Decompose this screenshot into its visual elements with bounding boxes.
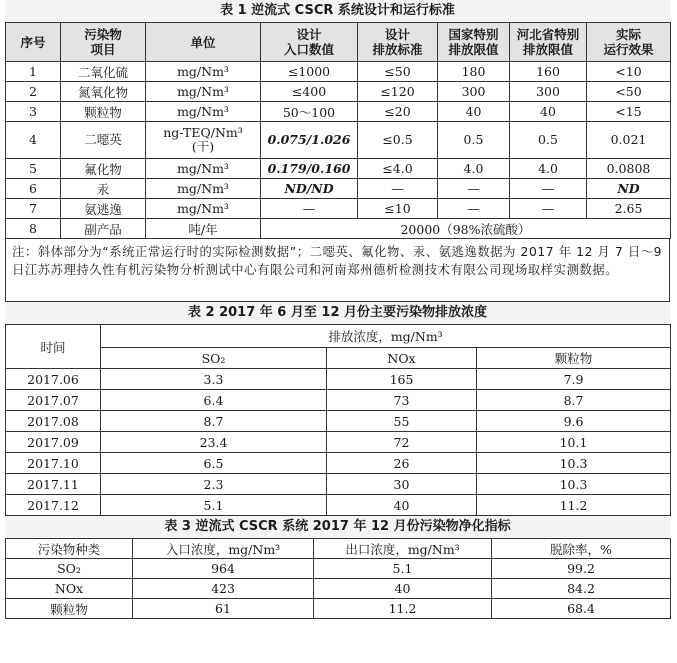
cell-nox: 165: [327, 369, 477, 390]
table1-note: 注：斜体部分为“系统正常运行时的实际检测数据”；二噁英、氟化物、汞、氨逃逸数据为 2017 年 12 月 7 日～9 日江苏苏理持久性有机污染物分析测试中心有限公司和河南郑州德析检测技术有限公司现场取样实测数据。: [5, 239, 670, 302]
cell-emission: ≤10: [358, 199, 438, 219]
cell-pm: 10.3: [477, 453, 671, 474]
table1-header-cell: 序号: [6, 23, 61, 62]
cell-rate: 84.2: [492, 579, 671, 599]
cell-pm: 11.2: [477, 495, 671, 516]
cell-emission: —: [358, 179, 438, 199]
cell-nox: 55: [327, 411, 477, 432]
cell-national: 180: [438, 62, 510, 82]
cell-hebei: —: [510, 179, 587, 199]
cell-time: 2017.11: [6, 474, 101, 495]
cell-emission: ≤4.0: [358, 159, 438, 179]
cell-pm: 9.6: [477, 411, 671, 432]
cell-nox: 30: [327, 474, 477, 495]
cell-item: 二噁英: [61, 122, 146, 159]
cell-no: 5: [6, 159, 61, 179]
table-row: [6, 579, 671, 599]
cell-outlet: 5.1: [314, 559, 492, 579]
table-row: [6, 474, 671, 495]
cell-inlet: 423: [133, 579, 314, 599]
cell-actual: <50: [587, 82, 671, 102]
cell-inlet: 0.179/0.160: [261, 159, 358, 179]
cell-no: 6: [6, 179, 61, 199]
cell-inlet: 964: [133, 559, 314, 579]
cell-emission: ≤50: [358, 62, 438, 82]
cell-unit: mg/Nm³: [146, 179, 261, 199]
table-row: [6, 369, 671, 390]
table2-header-row: [6, 325, 671, 348]
cell-actual: 2.65: [587, 199, 671, 219]
cell-pm: 7.9: [477, 369, 671, 390]
cell-outlet: 11.2: [314, 599, 492, 619]
cell-item: 汞: [61, 179, 146, 199]
cell-pm: 10.3: [477, 474, 671, 495]
table1-header-row: [6, 23, 671, 62]
table1-header-cell: 实际 运行效果: [587, 23, 671, 62]
cell-emission: ≤20: [358, 102, 438, 122]
table1: [5, 22, 671, 239]
cell-nox: 72: [327, 432, 477, 453]
table3-header-cell: 污染物种类: [6, 539, 133, 559]
cell-rate: 99.2: [492, 559, 671, 579]
table3-header-row: [6, 539, 671, 559]
table-row: [6, 432, 671, 453]
cell-unit: mg/Nm³: [146, 159, 261, 179]
cell-actual: <10: [587, 62, 671, 82]
cell-emission: ≤120: [358, 82, 438, 102]
cell-actual: 0.0808: [587, 159, 671, 179]
table-row: [6, 102, 671, 122]
cell-actual: 0.021: [587, 122, 671, 159]
cell-time: 2017.08: [6, 411, 101, 432]
table2: [5, 324, 671, 516]
cell-unit: ng-TEQ/Nm³ (干): [146, 122, 261, 159]
cell-nox: 26: [327, 453, 477, 474]
cell-inlet: 50～100: [261, 102, 358, 122]
table-row: [6, 219, 671, 239]
cell-inlet: 61: [133, 599, 314, 619]
table3-caption: 表 3 逆流式 CSCR 系统 2017 年 12 月份污染物净化指标: [5, 516, 670, 538]
cell-emission: ≤0.5: [358, 122, 438, 159]
cell-unit: mg/Nm³: [146, 62, 261, 82]
cell-no: 4: [6, 122, 61, 159]
table-row: [6, 122, 671, 159]
cell-inlet: 0.075/1.026: [261, 122, 358, 159]
document: [5, 0, 670, 619]
cell-national: 0.5: [438, 122, 510, 159]
cell-inlet: ≤400: [261, 82, 358, 102]
cell-hebei: 40: [510, 102, 587, 122]
cell-actual: ND: [587, 179, 671, 199]
cell-no: 8: [6, 219, 61, 239]
table-row: [6, 599, 671, 619]
table3-header-cell: 入口浓度，mg/Nm³: [133, 539, 314, 559]
table1-header-cell: 设计 入口数值: [261, 23, 358, 62]
cell-time: 2017.10: [6, 453, 101, 474]
cell-actual: <15: [587, 102, 671, 122]
table2-col-header: SO₂: [101, 348, 327, 369]
cell-national: —: [438, 199, 510, 219]
cell-so2: 8.7: [101, 411, 327, 432]
cell-type: NOx: [6, 579, 133, 599]
cell-no: 2: [6, 82, 61, 102]
table-row: [6, 179, 671, 199]
table-row: [6, 559, 671, 579]
cell-time: 2017.07: [6, 390, 101, 411]
cell-national: 300: [438, 82, 510, 102]
table3-header-cell: 出口浓度，mg/Nm³: [314, 539, 492, 559]
cell-no: 7: [6, 199, 61, 219]
cell-so2: 3.3: [101, 369, 327, 390]
cell-so2: 6.4: [101, 390, 327, 411]
cell-hebei: 4.0: [510, 159, 587, 179]
cell-item: 颗粒物: [61, 102, 146, 122]
cell-national: —: [438, 179, 510, 199]
table2-col-header: 颗粒物: [477, 348, 671, 369]
cell-inlet: ≤1000: [261, 62, 358, 82]
table2-group-header: 排放浓度，mg/Nm³: [101, 325, 671, 348]
table2-col-header: NOx: [327, 348, 477, 369]
cell-item: 副产品: [61, 219, 146, 239]
table2-caption: 表 2 2017 年 6 月至 12 月份主要污染物排放浓度: [5, 302, 670, 324]
cell-item: 氟化物: [61, 159, 146, 179]
table-row: [6, 82, 671, 102]
cell-rate: 68.4: [492, 599, 671, 619]
cell-byproduct-value: 20000（98%浓硫酸）: [261, 219, 671, 239]
cell-item: 氮氧化物: [61, 82, 146, 102]
table-row: [6, 159, 671, 179]
cell-time: 2017.09: [6, 432, 101, 453]
cell-pm: 10.1: [477, 432, 671, 453]
cell-no: 3: [6, 102, 61, 122]
cell-hebei: —: [510, 199, 587, 219]
cell-unit: mg/Nm³: [146, 102, 261, 122]
table-row: [6, 62, 671, 82]
cell-hebei: 300: [510, 82, 587, 102]
cell-unit: mg/Nm³: [146, 199, 261, 219]
cell-so2: 2.3: [101, 474, 327, 495]
table3-header-cell: 脱除率，%: [492, 539, 671, 559]
table1-caption: 表 1 逆流式 CSCR 系统设计和运行标准: [5, 0, 670, 22]
table1-header-cell: 河北省特别 排放限值: [510, 23, 587, 62]
cell-hebei: 0.5: [510, 122, 587, 159]
table1-header-cell: 国家特别 排放限值: [438, 23, 510, 62]
cell-item: 氨逃逸: [61, 199, 146, 219]
table-row: [6, 495, 671, 516]
table1-header-cell: 设计 排放标准: [358, 23, 438, 62]
cell-so2: 6.5: [101, 453, 327, 474]
cell-outlet: 40: [314, 579, 492, 599]
cell-pm: 8.7: [477, 390, 671, 411]
table2-time-header: 时间: [6, 325, 101, 369]
cell-type: SO₂: [6, 559, 133, 579]
cell-unit: mg/Nm³: [146, 82, 261, 102]
cell-so2: 23.4: [101, 432, 327, 453]
cell-unit: 吨/年: [146, 219, 261, 239]
cell-no: 1: [6, 62, 61, 82]
table1-header-cell: 单位: [146, 23, 261, 62]
cell-nox: 40: [327, 495, 477, 516]
table-row: [6, 390, 671, 411]
cell-inlet: ND/ND: [261, 179, 358, 199]
table1-header-cell: 污染物 项目: [61, 23, 146, 62]
cell-national: 40: [438, 102, 510, 122]
cell-nox: 73: [327, 390, 477, 411]
cell-national: 4.0: [438, 159, 510, 179]
cell-time: 2017.12: [6, 495, 101, 516]
table3: [5, 538, 671, 619]
table-row: [6, 411, 671, 432]
cell-hebei: 160: [510, 62, 587, 82]
cell-inlet: —: [261, 199, 358, 219]
cell-so2: 5.1: [101, 495, 327, 516]
cell-time: 2017.06: [6, 369, 101, 390]
cell-item: 二氧化硫: [61, 62, 146, 82]
table-row: [6, 199, 671, 219]
table-row: [6, 453, 671, 474]
cell-type: 颗粒物: [6, 599, 133, 619]
table2-subheader-row: [6, 348, 671, 369]
